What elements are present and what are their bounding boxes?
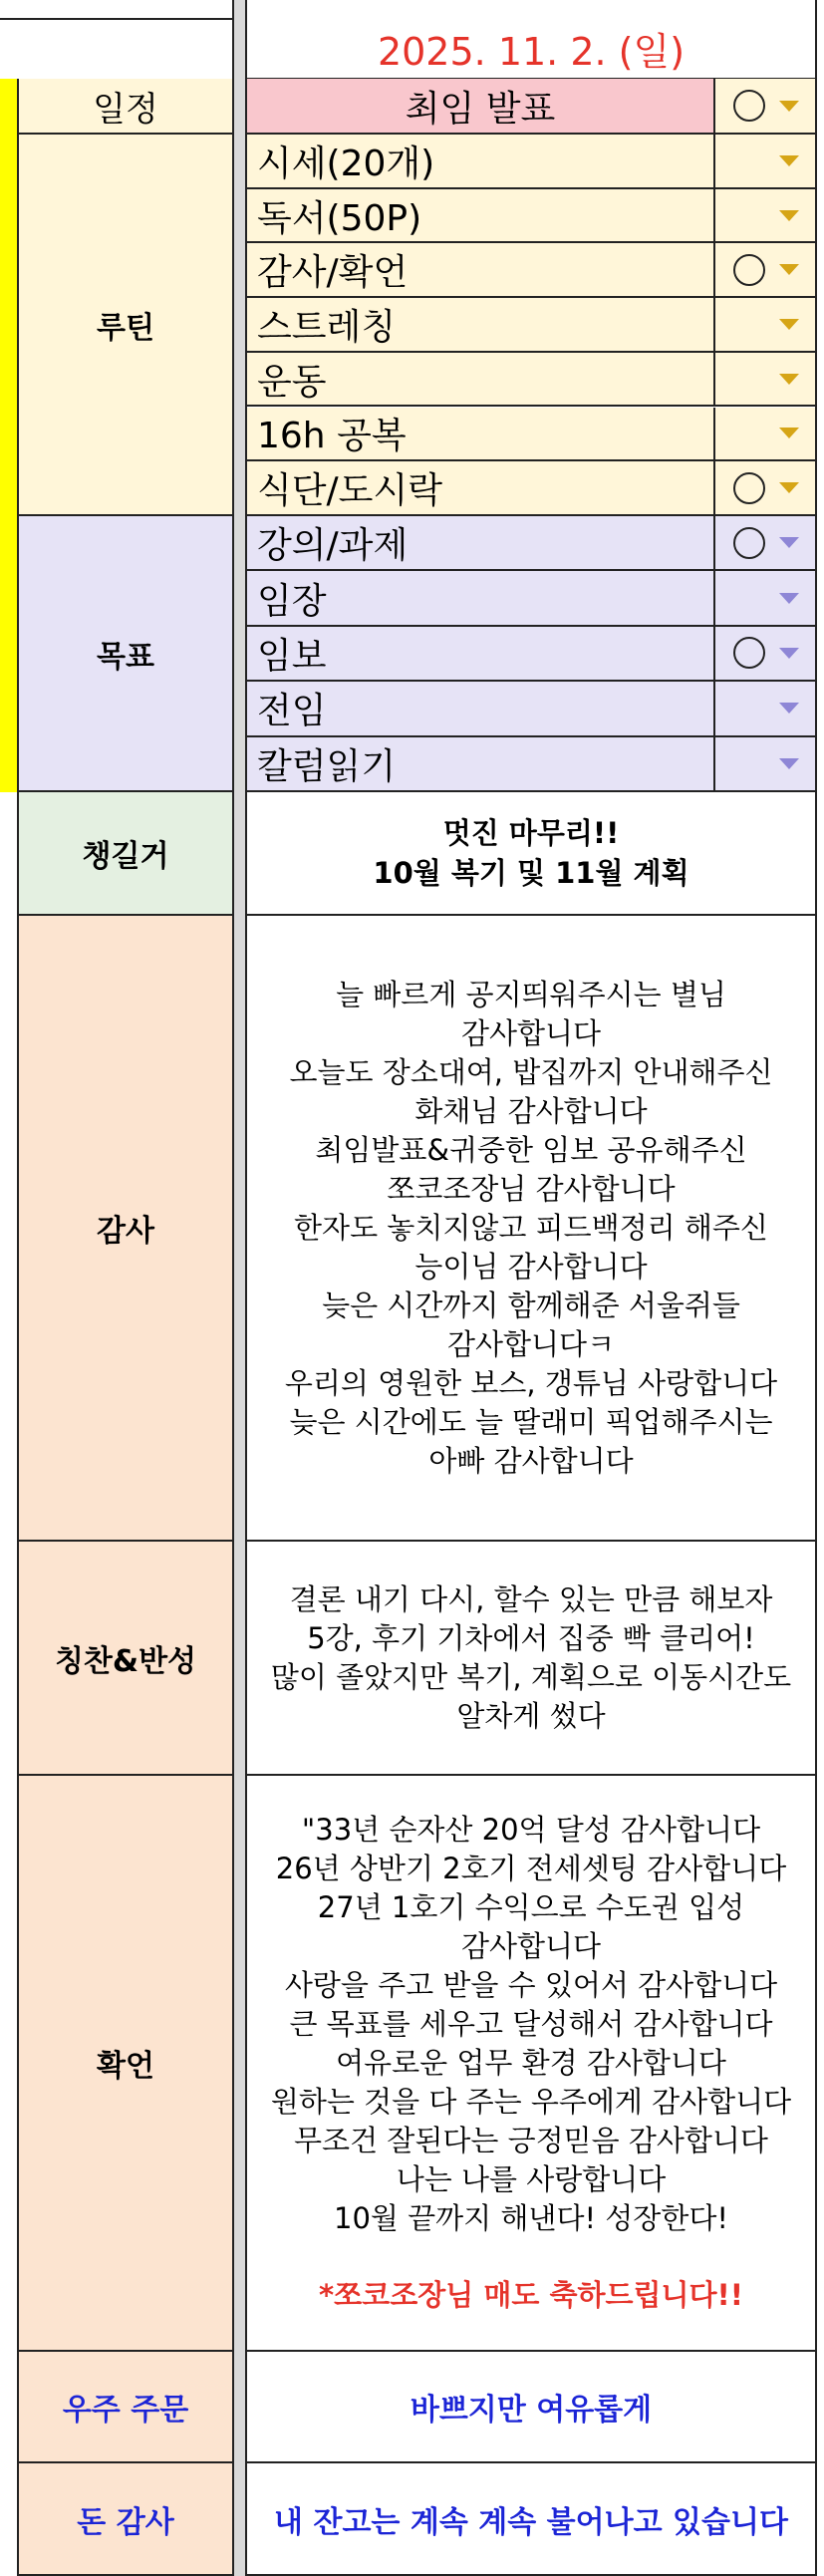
goals-item-text: 전임 — [257, 691, 327, 732]
affirmation-line: 무조건 잘된다는 긍정믿음 감사합니다 — [294, 2124, 768, 2157]
goals-item-row[interactable] — [247, 571, 815, 626]
affirmation-line: 26년 상반기 2호기 전세셋팅 감사합니다 — [275, 1852, 787, 1885]
thanks-line: 아빠 감사합니다 — [428, 1443, 634, 1478]
praise-line: 결론 내기 다시, 할수 있는 만큼 해보자 — [289, 1581, 773, 1616]
money-label-text: 돈 감사 — [77, 2504, 174, 2540]
routine-item-row[interactable] — [247, 353, 815, 408]
universe-content — [247, 2352, 815, 2463]
dropdown-control[interactable] — [715, 461, 815, 514]
circle-mark-icon — [733, 254, 765, 286]
thanks-line: 한자도 놓치지않고 피드백정리 해주신 — [294, 1210, 768, 1245]
dropdown-control[interactable] — [715, 79, 815, 133]
dropdown-arrow-icon[interactable] — [779, 758, 799, 769]
schedule-label — [19, 79, 232, 135]
goals-label — [19, 516, 232, 792]
dropdown-arrow-icon[interactable] — [779, 593, 799, 604]
affirmation-highlight: *쪼코조장님 매도 축하드립니다!! — [319, 2278, 743, 2312]
goals-item-row[interactable] — [247, 516, 815, 571]
takeaway-label — [19, 792, 232, 916]
affirmation-line: 나는 나를 사랑합니다 — [396, 2162, 667, 2196]
circle-mark-icon — [733, 637, 765, 669]
thanks-line: 늦은 시간까지 함께해준 서울쥐들 — [322, 1288, 740, 1322]
dropdown-arrow-icon[interactable] — [779, 155, 799, 166]
routine-item-text: 식단/도시락 — [257, 470, 443, 512]
thanks-line: 감사합니다ㅋ — [446, 1326, 616, 1361]
praise-label-text: 칭찬&반성 — [54, 1643, 197, 1679]
universe-label — [19, 2352, 232, 2463]
row-fill-strip-blank — [0, 0, 17, 79]
dropdown-arrow-icon[interactable] — [779, 537, 799, 548]
money-text: 내 잔고는 계속 계속 불어나고 있습니다 — [274, 2504, 788, 2540]
thanks-line: 늘 빠르게 공지띄워주시는 별님 — [336, 977, 726, 1011]
affirmation-line: 27년 1호기 수익으로 수도권 입성 — [317, 1890, 745, 1924]
universe-label-text: 우주 주문 — [62, 2393, 189, 2428]
circle-mark-icon — [733, 472, 765, 504]
dropdown-control[interactable] — [715, 189, 815, 242]
routine-item-row[interactable] — [247, 461, 815, 516]
dropdown-control[interactable] — [715, 135, 815, 187]
affirmation-line: 10월 끝까지 해낸다! 성장한다! — [334, 2201, 728, 2235]
goals-label-text: 목표 — [97, 639, 154, 675]
thanks-line: 감사합니다 — [460, 1015, 602, 1050]
takeaway-label-text: 챙길거 — [82, 839, 169, 874]
routine-item-text: 16h 공복 — [257, 416, 407, 457]
thanks-content — [247, 916, 815, 1542]
thanks-lines — [285, 976, 777, 1481]
dropdown-control[interactable] — [715, 408, 815, 460]
routine-label — [19, 135, 232, 516]
grid-line — [815, 0, 817, 2576]
schedule-label-text: 일정 — [93, 89, 158, 130]
affirmation-line: 여유로운 업무 환경 감사합니다 — [336, 2046, 726, 2080]
dropdown-arrow-icon[interactable] — [779, 374, 799, 385]
dropdown-control[interactable] — [715, 516, 815, 569]
date-header — [247, 18, 815, 80]
dropdown-arrow-icon[interactable] — [779, 648, 799, 659]
affirmation-line: 큰 목표를 세우고 달성해서 감사합니다 — [289, 2007, 773, 2041]
routine-item-text: 스트레칭 — [257, 306, 397, 348]
affirmation-line: 사랑을 주고 받을 수 있어서 감사합니다 — [284, 1968, 778, 2002]
dropdown-control[interactable] — [715, 571, 815, 624]
takeaway-content — [247, 792, 815, 916]
routine-item-text: 독서(50P) — [257, 197, 422, 239]
schedule-item-text: 최임 발표 — [405, 88, 556, 130]
goals-item-row[interactable] — [247, 682, 815, 736]
goals-item-text: 강의/과제 — [257, 525, 409, 567]
dropdown-arrow-icon[interactable] — [779, 264, 799, 275]
dropdown-arrow-icon[interactable] — [779, 319, 799, 330]
routine-item-text: 감사/확언 — [257, 252, 409, 294]
praise-line: 알차게 썼다 — [456, 1698, 606, 1733]
thanks-line: 능이님 감사합니다 — [414, 1249, 648, 1284]
dropdown-arrow-icon[interactable] — [779, 482, 799, 493]
dropdown-control[interactable] — [715, 298, 815, 351]
dropdown-control[interactable] — [715, 627, 815, 680]
money-label — [19, 2463, 232, 2576]
dropdown-control[interactable] — [715, 682, 815, 734]
affirmation-content — [247, 1776, 815, 2352]
grid-line — [0, 18, 232, 20]
dropdown-control[interactable] — [715, 737, 815, 790]
dropdown-control[interactable] — [715, 353, 815, 406]
praise-label — [19, 1542, 232, 1776]
goals-item-text: 칼럼읽기 — [257, 745, 397, 787]
thanks-line: 쪼코조장님 감사합니다 — [387, 1171, 676, 1206]
takeaway-line: 멋진 마무리!! — [442, 816, 620, 850]
routine-item-text: 운동 — [257, 361, 327, 403]
thanks-line: 우리의 영원한 보스, 갱튜님 사랑합니다 — [284, 1365, 778, 1400]
dropdown-control[interactable] — [715, 243, 815, 296]
routine-item-text: 시세(20개) — [257, 143, 435, 184]
praise-lines — [271, 1580, 791, 1736]
thanks-label — [19, 916, 232, 1542]
money-content — [247, 2463, 815, 2576]
affirmation-line: 감사합니다 — [460, 1929, 602, 1963]
goals-item-text: 임보 — [257, 635, 327, 677]
goals-item-text: 임장 — [257, 580, 327, 622]
thanks-line: 최임발표&귀중한 임보 공유해주신 — [315, 1132, 747, 1167]
date-text: 2025. 11. 2. (일) — [377, 29, 686, 74]
thanks-label-text: 감사 — [97, 1214, 154, 1249]
goals-item-row[interactable] — [247, 627, 815, 682]
affirmation-line: 원하는 것을 다 주는 우주에게 감사합니다 — [270, 2085, 792, 2119]
column-separator — [234, 0, 247, 2576]
goals-item-row[interactable] — [247, 737, 815, 792]
thanks-line: 오늘도 장소대여, 밥집까지 안내해주신 — [289, 1054, 773, 1089]
circle-mark-icon — [733, 90, 765, 122]
row-fill-strip — [0, 79, 17, 792]
thanks-line: 늦은 시간에도 늘 딸래미 픽업해주시는 — [289, 1404, 773, 1439]
praise-content — [247, 1542, 815, 1776]
circle-mark-icon — [733, 527, 765, 559]
routine-label-text: 루틴 — [97, 310, 154, 346]
dropdown-arrow-icon[interactable] — [779, 210, 799, 221]
dropdown-arrow-icon[interactable] — [779, 101, 799, 112]
universe-text: 바쁘지만 여유롭게 — [410, 2393, 653, 2428]
routine-item-row[interactable] — [247, 243, 815, 298]
routine-item-row[interactable] — [247, 298, 815, 353]
affirmation-label-text: 확언 — [97, 2049, 154, 2084]
schedule-item-row[interactable] — [247, 79, 815, 135]
routine-item-row[interactable] — [247, 189, 815, 244]
dropdown-arrow-icon[interactable] — [779, 428, 799, 438]
praise-line: 많이 졸았지만 복기, 계획으로 이동시간도 — [270, 1659, 792, 1694]
affirmation-line: "33년 순자산 20억 달성 감사합니다 — [301, 1813, 761, 1847]
takeaway-line: 10월 복기 및 11월 계획 — [373, 856, 689, 890]
dropdown-arrow-icon[interactable] — [779, 703, 799, 714]
routine-item-row[interactable] — [247, 135, 815, 189]
affirmation-lines — [271, 1811, 791, 2238]
affirmation-label — [19, 1776, 232, 2352]
thanks-line: 화채님 감사합니다 — [414, 1093, 648, 1128]
praise-line: 5강, 후기 기차에서 집중 빡 클리어! — [307, 1620, 755, 1655]
routine-item-row[interactable] — [247, 408, 815, 462]
